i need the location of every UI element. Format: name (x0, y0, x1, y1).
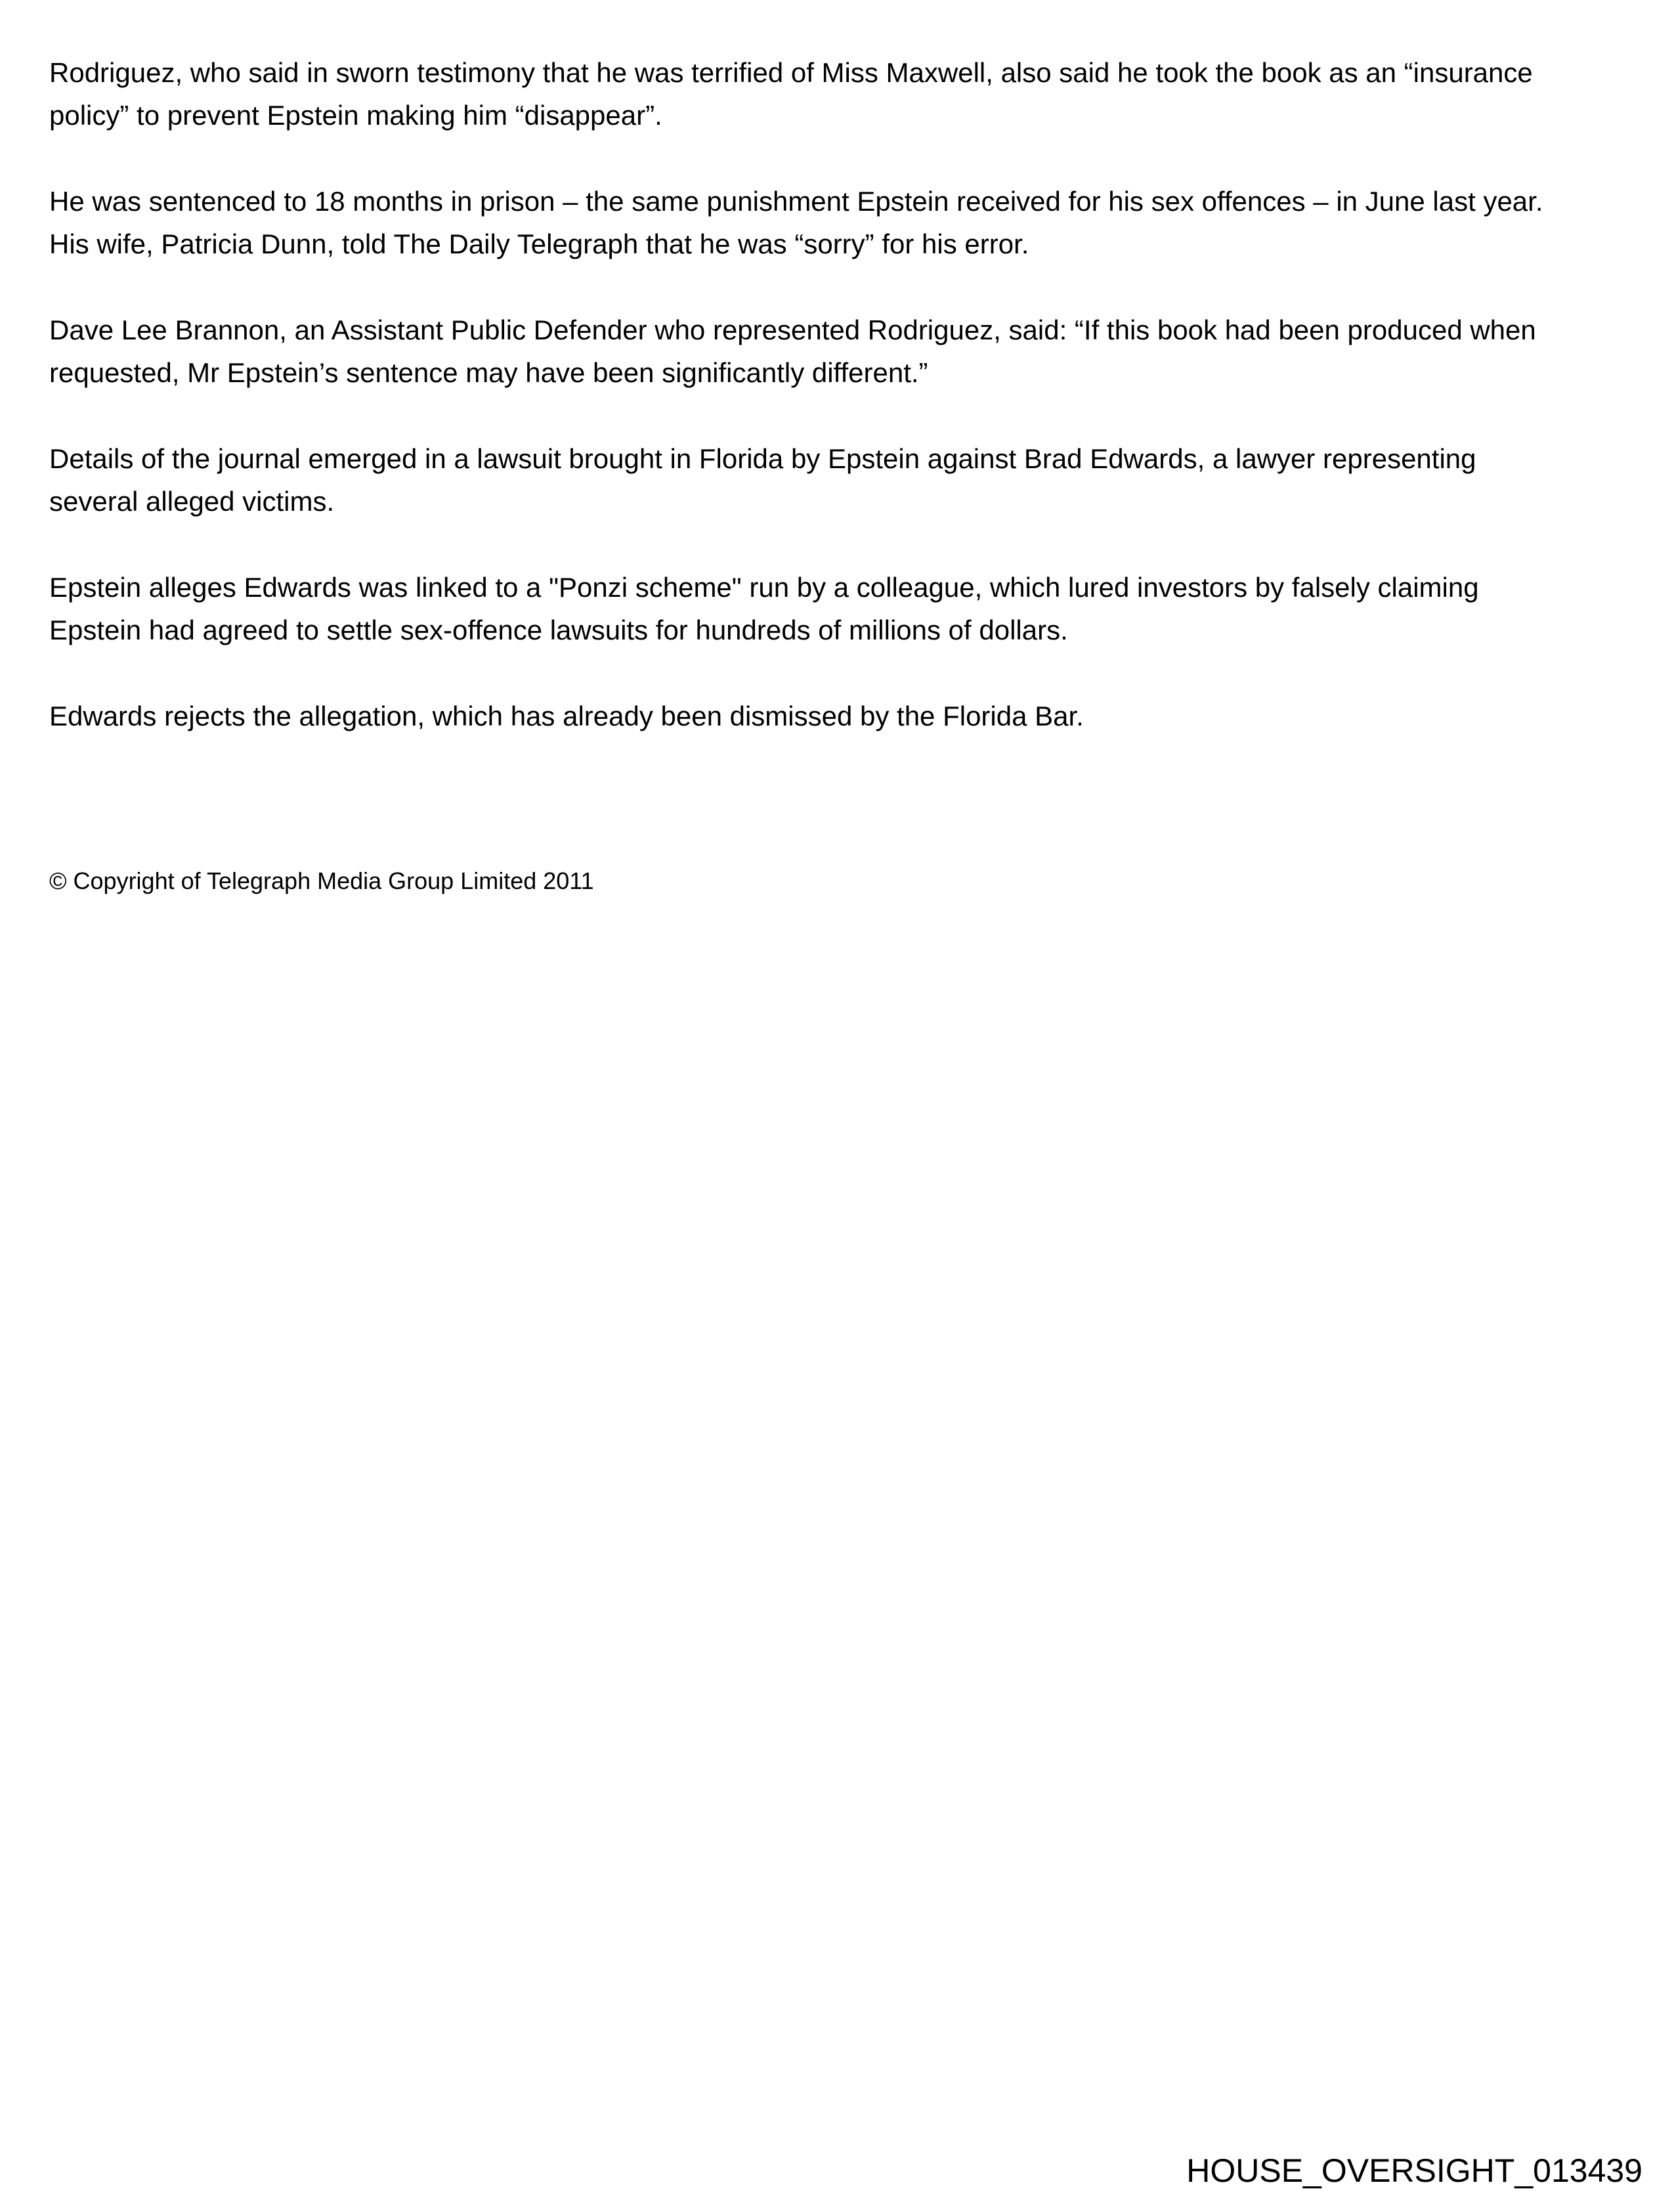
paragraph-edwards-rejects: Edwards rejects the allegation, which has already been dismissed by the Florida Bar. (49, 701, 1084, 731)
paragraph-sentence: He was sentenced to 18 months in prison – the same punishment Epstein received for his sex offences – in June last year. His wife, Patricia Dunn, told The Daily Telegraph that he was “sorry” for his error. (49, 186, 1543, 259)
paragraph-journal-lawsuit: Details of the journal emerged in a lawsuit brought in Florida by Epstein against Brad Edwards, a lawyer representing several alleged victims. (49, 443, 1476, 517)
paragraph-public-defender-quote: Dave Lee Brannon, an Assistant Public Defender who represented Rodriguez, said: “If this book had been produced when requested, Mr Epstein’s sentence may have been significantly different.” (49, 314, 1536, 388)
copyright-notice: © Copyright of Telegraph Media Group Limited 2011 (49, 867, 594, 894)
article-body (49, 51, 1625, 781)
paragraph-ponzi-allegation: Epstein alleges Edwards was linked to a "Ponzi scheme" run by a colleague, which lured investors by falsely claiming Epstein had agreed to settle sex-offence lawsuits for hundreds of millions of dollars. (49, 572, 1479, 645)
bates-number: HOUSE_OVERSIGHT_013439 (1186, 2152, 1642, 2189)
paragraph-rodriguez-testimony: Rodriguez, who said in sworn testimony that he was terrified of Miss Maxwell, also said he took the book as an “insurance policy” to prevent Epstein making him “disappear”. (49, 57, 1533, 131)
